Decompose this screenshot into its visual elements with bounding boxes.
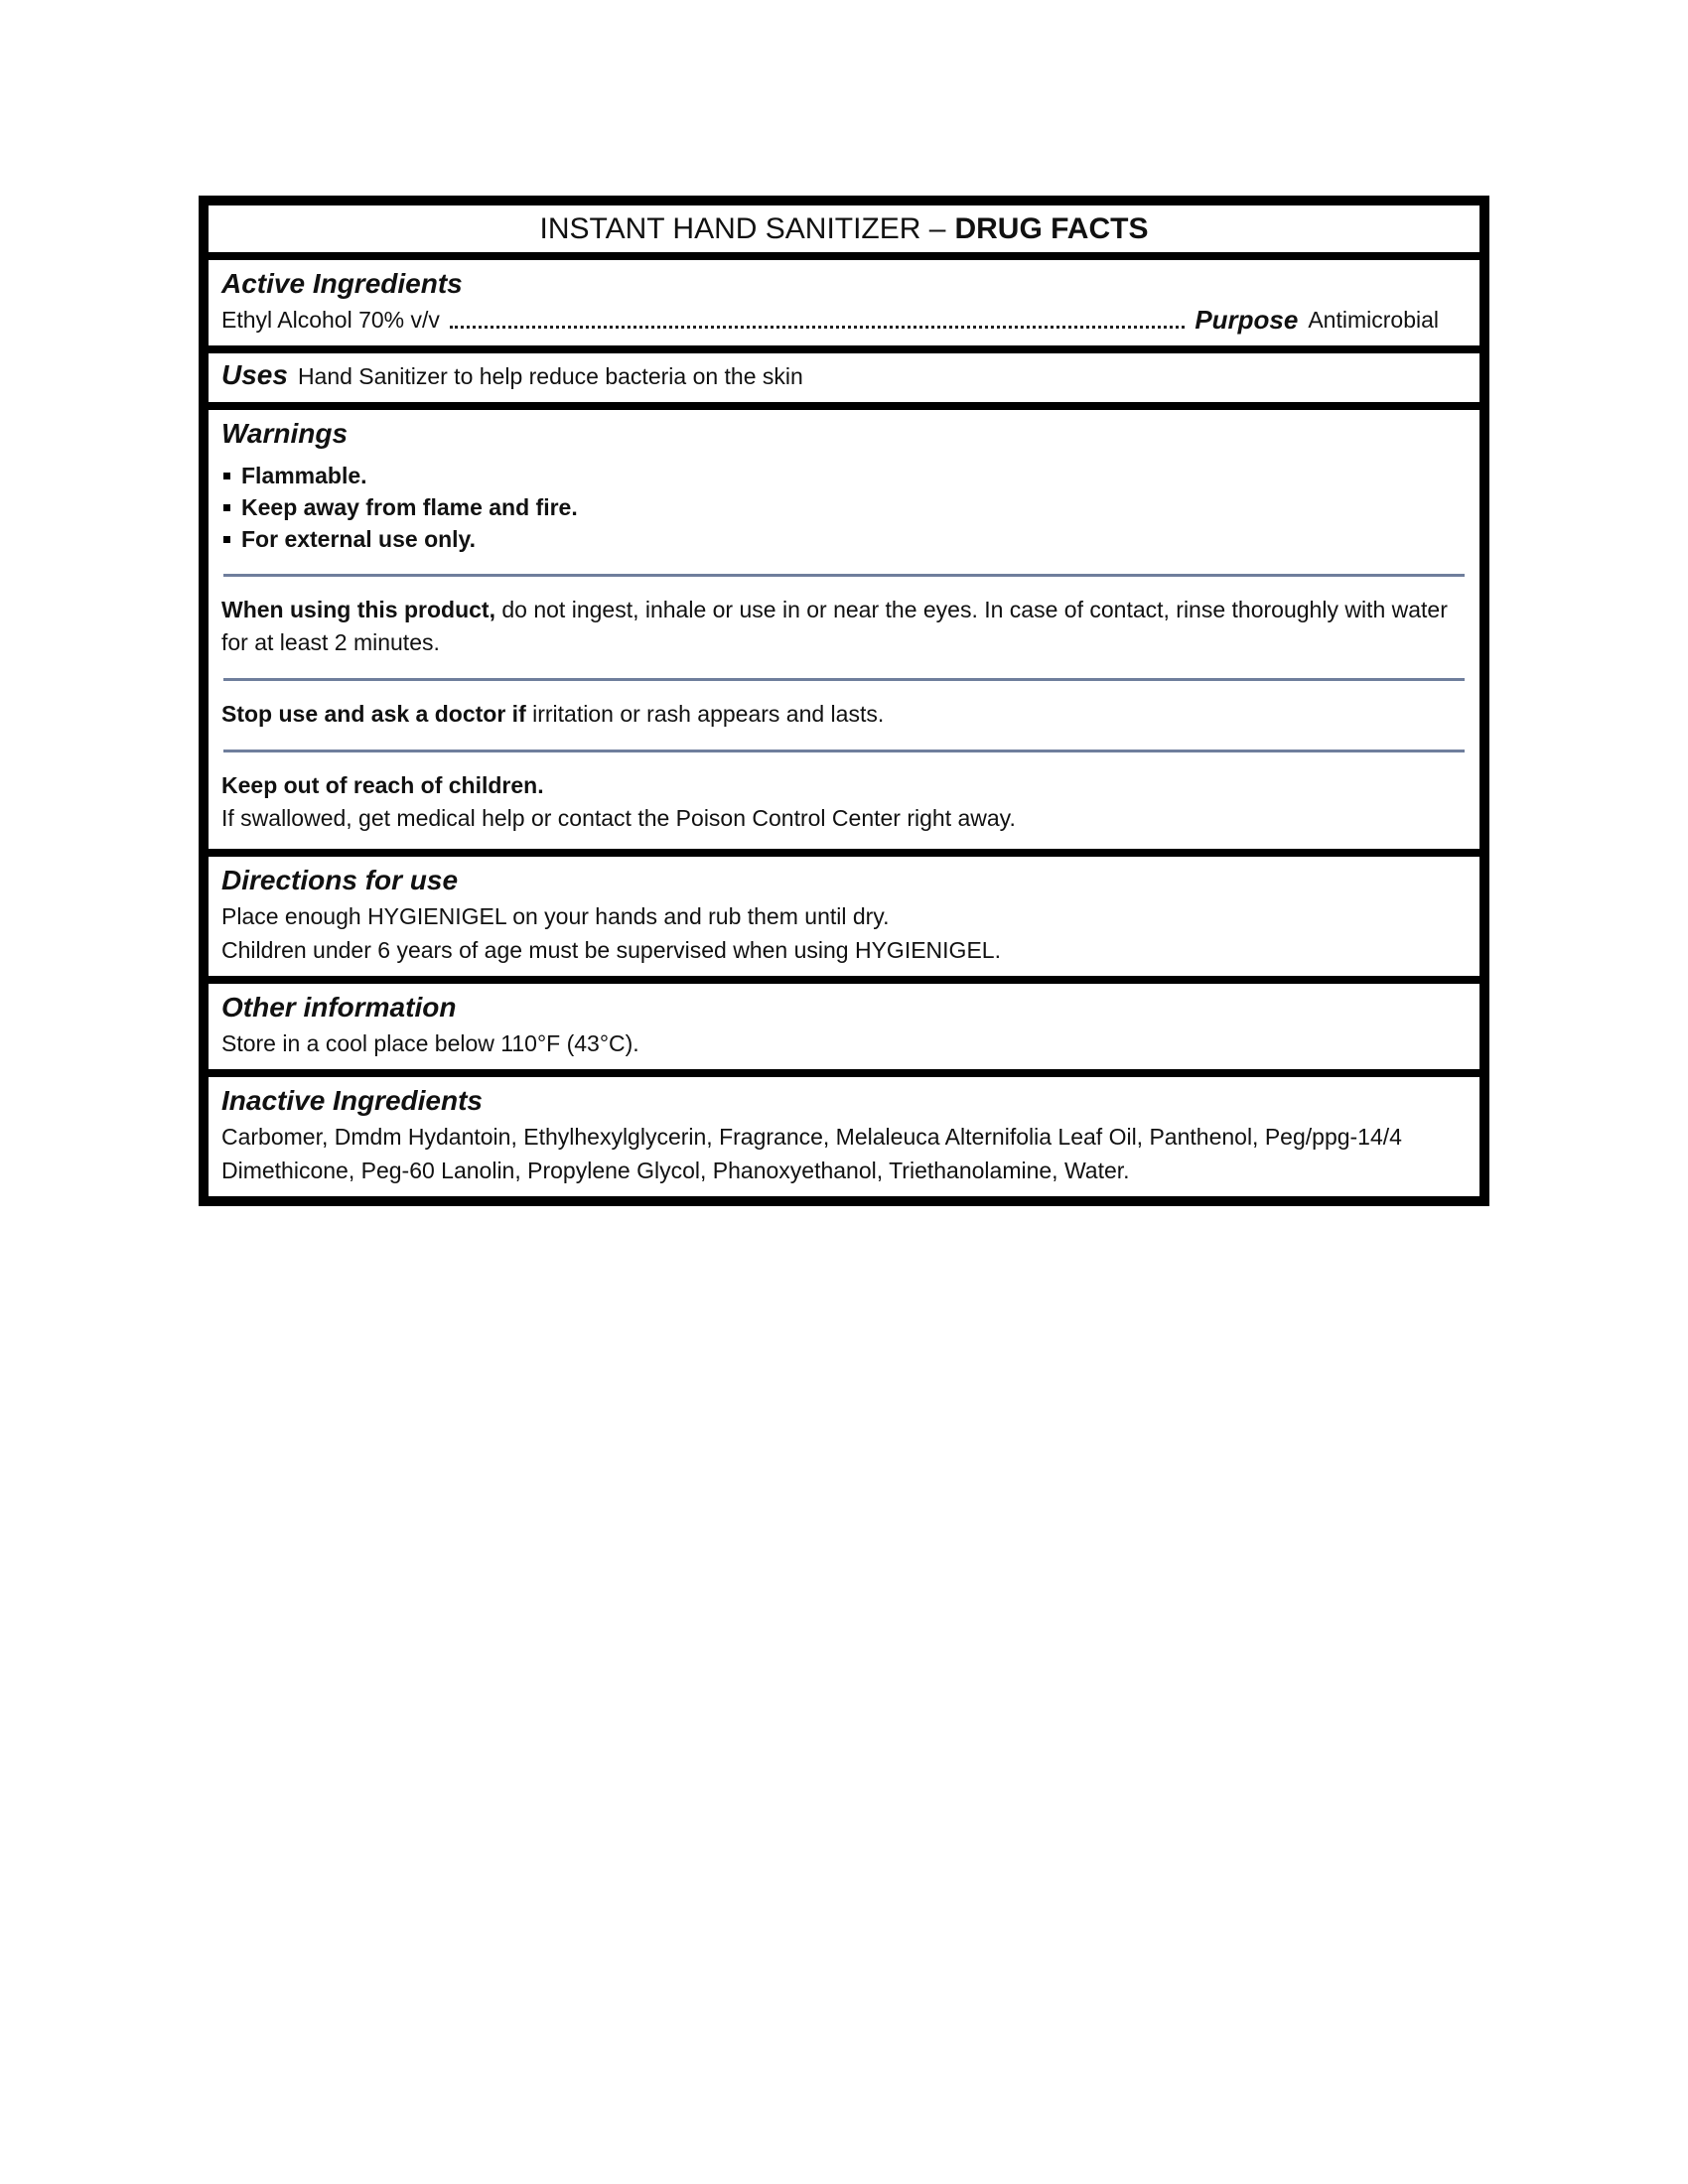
uses-heading: Uses <box>221 359 288 390</box>
warning-bullet-item <box>221 491 1467 523</box>
when-using-paragraph <box>221 594 1467 659</box>
square-bullet-icon <box>223 504 230 511</box>
uses-section <box>209 345 1479 402</box>
when-using-lead: When using this product, <box>221 597 495 622</box>
inactive-ingredients-heading: Inactive Ingredients <box>221 1085 483 1116</box>
swallowed-line: If swallowed, get medical help or contact the Poison Control Center right away. <box>221 805 1016 831</box>
uses-text: Hand Sanitizer to help reduce bacteria on the skin <box>297 363 803 389</box>
warning-bullet-text: Flammable. <box>241 463 367 488</box>
directions-heading: Directions for use <box>221 865 459 895</box>
purpose-label: Purpose <box>1195 305 1299 335</box>
when-using-text: do not ingest, inhale or use in or near the eyes. In case of contact, rinse thoroughly with water for at least 2 minutes. <box>221 597 1448 655</box>
directions-line: Place enough HYGIENIGEL on your hands and rub them until dry. <box>221 903 890 929</box>
warning-bullet-item <box>221 523 1467 555</box>
other-information-text: Store in a cool place below 110°F (43°C). <box>221 1030 639 1056</box>
stop-use-text: irritation or rash appears and lasts. <box>525 701 885 727</box>
active-ingredient-name: Ethyl Alcohol 70% v/v <box>221 307 440 333</box>
spacer <box>221 453 1467 460</box>
keep-out-line: Keep out of reach of children. <box>221 772 544 798</box>
directions-section <box>209 849 1479 976</box>
inactive-ingredients-section <box>209 1069 1479 1196</box>
warning-bullet-text: Keep away from flame and fire. <box>241 494 578 520</box>
purpose-value: Antimicrobial <box>1308 307 1439 333</box>
inactive-ingredients-text: Carbomer, Dmdm Hydantoin, Ethylhexylglycerin, Fragrance, Melaleuca Alternifolia Leaf Oil, Panthenol, Peg/ppg-14/4 Dimethicone, Peg-60 Lanolin, Propylene Glycol, Phanoxyethanol, Triethanolamine, Water. <box>221 1124 1402 1183</box>
label-title-bold: DRUG FACTS <box>954 211 1149 245</box>
warnings-divider <box>223 574 1465 577</box>
label-title-regular: INSTANT HAND SANITIZER – <box>539 211 946 245</box>
square-bullet-icon <box>223 536 230 543</box>
stop-use-lead: Stop use and ask a doctor if <box>221 701 526 727</box>
directions-line: Children under 6 years of age must be supervised when using HYGIENIGEL. <box>221 937 1001 963</box>
active-ingredients-section <box>209 252 1479 345</box>
square-bullet-icon <box>223 473 230 479</box>
stop-use-paragraph <box>221 698 1467 731</box>
drug-facts-label <box>199 196 1489 1206</box>
other-information-heading: Other information <box>221 992 457 1023</box>
dotted-leader <box>450 326 1185 329</box>
warnings-heading: Warnings <box>221 418 349 449</box>
label-title-bar <box>209 205 1479 252</box>
warnings-section <box>209 402 1479 849</box>
other-information-section <box>209 976 1479 1069</box>
warning-bullet-item <box>221 460 1467 491</box>
active-ingredients-heading: Active Ingredients <box>221 268 463 299</box>
warnings-divider <box>223 678 1465 681</box>
active-ingredient-row <box>221 303 1467 337</box>
warnings-divider <box>223 750 1465 752</box>
warning-bullet-text: For external use only. <box>241 526 477 552</box>
